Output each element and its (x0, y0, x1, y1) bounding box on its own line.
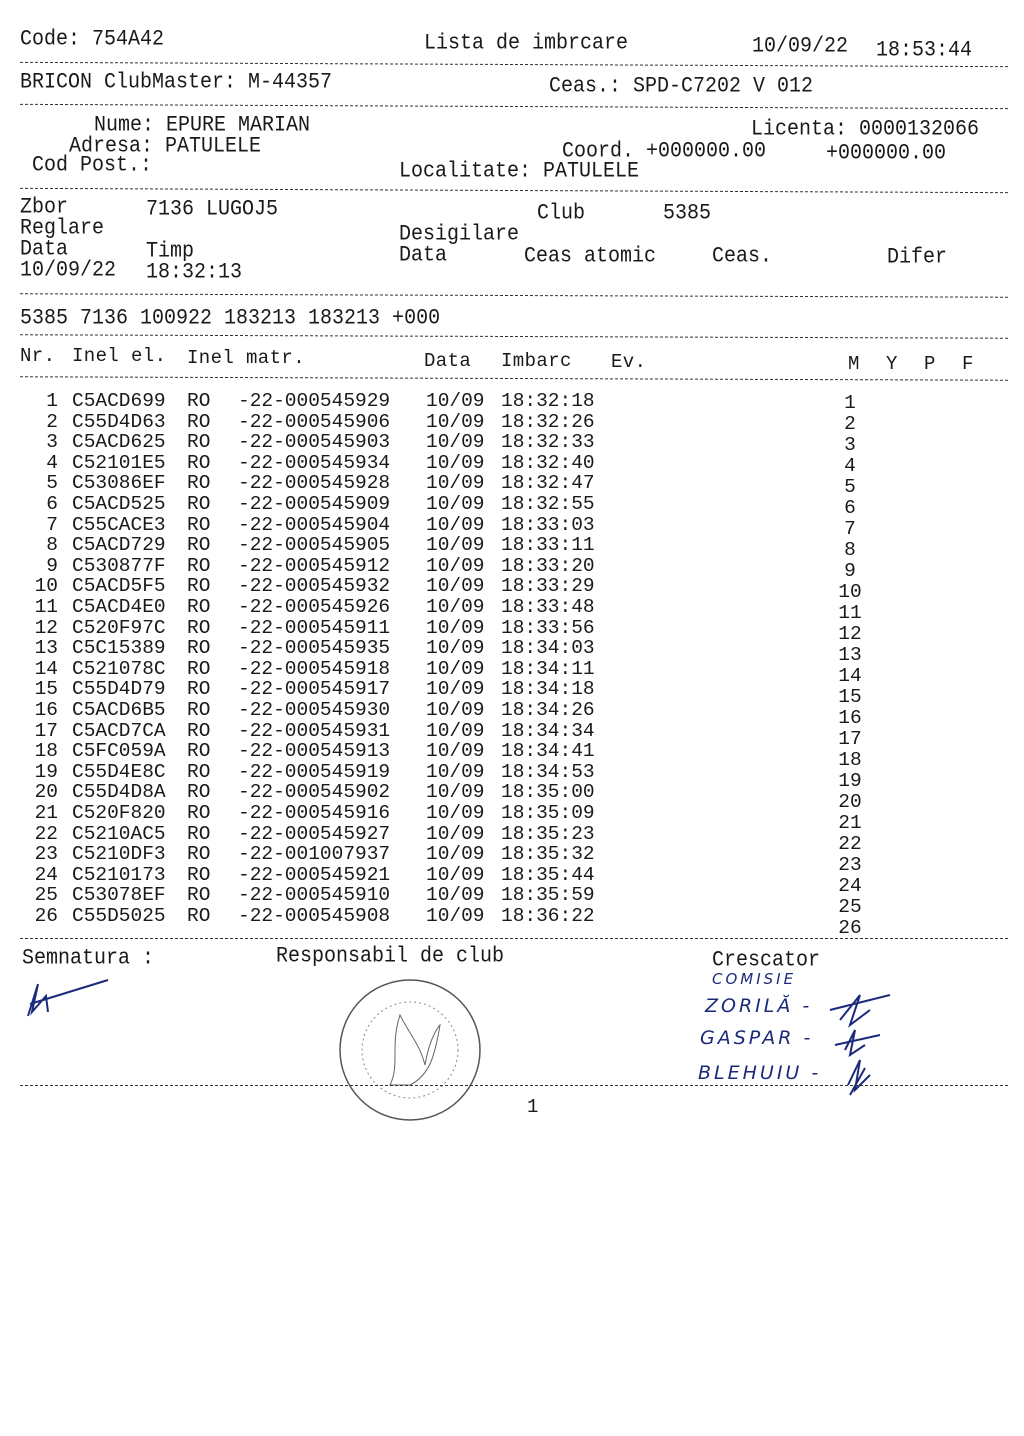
basket-time: 18:32:47 (501, 472, 595, 495)
m-value: 9 (844, 559, 856, 582)
row-number: 23 (34, 843, 58, 866)
m-value: 25 (838, 895, 862, 918)
table-row (0, 493, 1024, 519)
m-value: 5 (844, 475, 856, 498)
handwritten-name-3: BLEHUIU - (698, 1062, 822, 1084)
m-value: 16 (838, 707, 862, 729)
basket-time: 18:35:00 (501, 781, 595, 804)
ring-number: -22-000545908 (238, 905, 391, 927)
country-code: RO (187, 678, 211, 701)
basket-time: 18:34:34 (501, 719, 595, 742)
license: Licenta: 0000132066 (751, 116, 980, 143)
electronic-ring: C5ACD7CA (72, 719, 166, 742)
unseal-date-label: Data (399, 242, 448, 269)
electronic-ring: C530877F (72, 554, 166, 577)
col-ev: Ev. (611, 351, 647, 373)
divider (20, 376, 1008, 380)
country-code: RO (187, 802, 211, 824)
col-inel-matr: Inel matr. (187, 347, 306, 369)
basket-time: 18:35:44 (501, 863, 595, 886)
basket-date: 10/09 (426, 822, 485, 845)
basket-date: 10/09 (426, 781, 485, 804)
m-value: 4 (844, 454, 856, 477)
table-row (0, 719, 1024, 750)
country-code: RO (187, 699, 211, 721)
handwritten-commission: COMISIE (712, 970, 797, 988)
table-row (0, 637, 1024, 666)
basket-time: 18:33:29 (501, 575, 595, 598)
coordinates-2: +000000.00 (826, 140, 947, 167)
basket-time: 18:32:26 (501, 410, 595, 433)
row-number: 18 (34, 740, 58, 763)
country-code: RO (187, 410, 211, 433)
table-row (0, 760, 1024, 792)
table-row (0, 740, 1024, 771)
m-value: 2 (844, 412, 856, 435)
electronic-ring: C5ACD625 (72, 431, 166, 454)
country-code: RO (187, 431, 211, 454)
table-row (0, 451, 1024, 477)
row-number: 10 (34, 575, 58, 598)
m-value: 13 (838, 643, 862, 666)
ring-number: -22-000545928 (238, 472, 391, 495)
row-number: 21 (34, 802, 58, 824)
row-number: 9 (46, 554, 58, 577)
breeder-label: Crescator (712, 947, 821, 974)
electronic-ring: C521078C (72, 657, 166, 680)
ring-number: -22-000545932 (238, 575, 391, 598)
basket-date: 10/09 (426, 760, 485, 783)
ring-number: -22-000545934 (238, 451, 391, 474)
basket-time: 18:36:22 (501, 905, 595, 927)
basket-time: 18:32:33 (501, 431, 595, 454)
country-code: RO (187, 596, 211, 618)
country-code: RO (187, 822, 211, 845)
row-number: 11 (34, 596, 58, 618)
basket-time: 18:35:09 (501, 802, 595, 824)
table-row (0, 616, 1024, 645)
electronic-ring: C53078EF (72, 884, 166, 907)
basket-date: 10/09 (426, 863, 485, 886)
divider (20, 293, 1008, 297)
basket-time: 18:33:11 (501, 534, 595, 557)
m-value: 21 (838, 812, 862, 834)
ring-number: -22-000545927 (238, 822, 391, 845)
basket-date: 10/09 (426, 719, 485, 742)
country-code: RO (187, 719, 211, 742)
basket-date: 10/09 (426, 554, 485, 577)
electronic-ring: C5C15389 (72, 637, 166, 660)
ring-number: -22-000545909 (238, 493, 391, 515)
electronic-ring: C5FC059A (72, 740, 166, 763)
country-code: RO (187, 863, 211, 886)
m-value: 26 (838, 917, 862, 939)
basket-date: 10/09 (426, 802, 485, 824)
row-number: 14 (34, 657, 58, 680)
country-code: RO (187, 390, 211, 412)
col-nr: Nr. (20, 345, 56, 367)
difference-label: Difer (887, 244, 948, 271)
commission-signatures (820, 990, 900, 1100)
ring-number: -22-000545919 (238, 760, 391, 783)
flight-label: Zbor (20, 194, 69, 221)
country-code: RO (187, 472, 211, 495)
ring-number: -22-000545904 (238, 513, 391, 536)
row-number: 15 (34, 678, 58, 701)
row-number: 16 (34, 699, 58, 721)
basket-time: 18:34:03 (501, 637, 595, 660)
basket-date: 10/09 (426, 410, 485, 433)
club-label: Club (537, 200, 586, 227)
basket-time: 18:32:18 (501, 390, 595, 412)
setting-time: 18:32:13 (146, 259, 243, 286)
m-value: 12 (838, 622, 862, 645)
ring-number: -22-000545913 (238, 740, 391, 763)
basket-date: 10/09 (426, 905, 485, 927)
basket-date: 10/09 (426, 431, 485, 454)
ring-number: -22-000545906 (238, 410, 391, 433)
signature-scribble (18, 976, 118, 1021)
club-value: 5385 (663, 200, 712, 227)
table-row (0, 596, 1024, 624)
basket-time: 18:35:23 (501, 822, 595, 845)
basket-date: 10/09 (426, 534, 485, 557)
basket-time: 18:34:11 (501, 657, 595, 680)
col-data: Data (424, 350, 472, 372)
divider (20, 62, 1008, 67)
basket-time: 18:33:03 (501, 513, 595, 536)
handwritten-name-1: ZORILĂ - (705, 995, 813, 1017)
electronic-ring: C55D4D8A (72, 781, 166, 804)
basket-time: 18:33:20 (501, 554, 595, 577)
basket-date: 10/09 (426, 616, 485, 639)
summary-line: 5385 7136 100922 183213 183213 +000 (20, 305, 441, 332)
print-date: 10/09/22 (752, 33, 849, 60)
ring-number: -22-000545905 (238, 534, 391, 557)
country-code: RO (187, 905, 211, 927)
basket-date: 10/09 (426, 493, 485, 515)
ring-number: -22-000545929 (238, 390, 391, 412)
country-code: RO (187, 740, 211, 763)
basket-date: 10/09 (426, 740, 485, 763)
document-title: Lista de imbrcare (424, 30, 629, 57)
basket-date: 10/09 (426, 513, 485, 536)
electronic-ring: C5ACD729 (72, 534, 166, 557)
setting-label: Reglare (20, 215, 105, 242)
ring-number: -22-000545918 (238, 657, 391, 680)
ring-number: -22-000545931 (238, 719, 391, 742)
postal-code: Cod Post.: (32, 152, 153, 179)
electronic-ring: C520F820 (72, 802, 166, 824)
electronic-ring: C55D4D79 (72, 678, 166, 701)
electronic-ring: C5ACD5F5 (72, 575, 166, 598)
coordinates: Coord. +000000.00 (562, 138, 767, 165)
country-code: RO (187, 554, 211, 577)
ring-number: -22-000545935 (238, 637, 391, 660)
table-row (0, 390, 1024, 414)
basket-time: 18:34:53 (501, 760, 595, 783)
date-label: Data (20, 236, 69, 263)
basket-time: 18:33:48 (501, 596, 595, 618)
row-number: 4 (46, 451, 58, 474)
print-time: 18:53:44 (876, 37, 973, 64)
basket-time: 18:33:56 (501, 616, 595, 639)
basket-time: 18:34:26 (501, 699, 595, 721)
row-number: 3 (46, 431, 58, 454)
col-m: M (848, 353, 860, 375)
row-number: 13 (34, 637, 58, 660)
m-value: 1 (844, 392, 856, 414)
electronic-ring: C55D4D63 (72, 410, 166, 433)
table-row (0, 905, 1024, 939)
country-code: RO (187, 493, 211, 515)
m-value: 14 (838, 664, 862, 687)
table-row (0, 554, 1024, 582)
m-value: 8 (844, 538, 856, 561)
country-code: RO (187, 575, 211, 598)
unsealing-label: Desigilare (399, 221, 520, 248)
row-number: 26 (34, 905, 58, 927)
row-number: 12 (34, 616, 58, 639)
divider (20, 188, 1008, 193)
m-value: 15 (838, 685, 862, 708)
clock-label: Ceas. (712, 243, 773, 270)
ring-number: -22-000545910 (238, 884, 391, 907)
m-value: 22 (838, 832, 862, 855)
divider (20, 1085, 1008, 1086)
m-value: 17 (838, 727, 862, 750)
basket-date: 10/09 (426, 657, 485, 680)
electronic-ring: C53086EF (72, 472, 166, 495)
country-code: RO (187, 843, 211, 866)
basket-time: 18:35:59 (501, 884, 595, 907)
basket-time: 18:34:18 (501, 678, 595, 701)
divider (20, 938, 1008, 939)
country-code: RO (187, 451, 211, 474)
electronic-ring: C5ACD4E0 (72, 596, 166, 618)
ring-number: -22-000545911 (238, 616, 391, 639)
ring-number: -22-000545916 (238, 802, 391, 824)
row-number: 7 (46, 513, 58, 536)
table-row (0, 678, 1024, 708)
electronic-ring: C5210DF3 (72, 843, 166, 866)
electronic-ring: C5210173 (72, 863, 166, 886)
country-code: RO (187, 760, 211, 783)
basket-date: 10/09 (426, 637, 485, 660)
electronic-ring: C5210AC5 (72, 822, 166, 845)
table-row (0, 699, 1024, 729)
ring-number: -22-000545930 (238, 699, 391, 721)
country-code: RO (187, 657, 211, 680)
country-code: RO (187, 637, 211, 660)
flight-value: 7136 LUGOJ5 (146, 196, 279, 223)
clock-id: Ceas.: SPD-C7202 V 012 (549, 73, 814, 100)
basket-date: 10/09 (426, 843, 485, 866)
m-value: 11 (838, 602, 862, 624)
m-value: 19 (838, 769, 862, 792)
owner-address: Adresa: PATULELE (69, 133, 262, 160)
m-value: 3 (844, 433, 856, 456)
m-value: 18 (838, 748, 862, 771)
divider (20, 334, 1008, 338)
signature-label: Semnatura : (22, 945, 155, 972)
electronic-ring: C520F97C (72, 616, 166, 639)
basket-time: 18:32:40 (501, 451, 595, 474)
locality: Localitate: PATULELE (399, 158, 640, 185)
col-f: F (962, 353, 974, 375)
m-value: 24 (838, 874, 862, 897)
row-number: 6 (46, 493, 58, 515)
country-code: RO (187, 513, 211, 536)
country-code: RO (187, 781, 211, 804)
country-code: RO (187, 884, 211, 907)
basket-date: 10/09 (426, 596, 485, 618)
row-number: 20 (34, 781, 58, 804)
table-row (0, 657, 1024, 687)
col-imbarc: Imbarc (501, 350, 572, 372)
m-value: 23 (838, 853, 862, 876)
row-number: 22 (34, 822, 58, 845)
row-number: 5 (46, 472, 58, 495)
m-value: 10 (838, 580, 862, 603)
page-number: 1 (527, 1096, 539, 1118)
electronic-ring: C55CACE3 (72, 513, 166, 536)
electronic-ring: C55D5025 (72, 905, 166, 927)
divider (20, 104, 1008, 109)
table-row (0, 431, 1024, 456)
document-code: Code: 754A42 (20, 26, 165, 53)
row-number: 25 (34, 884, 58, 907)
m-value: 20 (838, 790, 862, 813)
basket-date: 10/09 (426, 575, 485, 598)
ring-number: -22-000545903 (238, 431, 391, 454)
m-value: 6 (844, 497, 856, 519)
electronic-ring: C55D4E8C (72, 760, 166, 783)
basket-date: 10/09 (426, 699, 485, 721)
owner-name: Nume: EPURE MARIAN (94, 112, 311, 139)
basket-time: 18:35:32 (501, 843, 595, 866)
basket-date: 10/09 (426, 390, 485, 412)
electronic-ring: C52101E5 (72, 451, 166, 474)
clubmaster-id: BRICON ClubMaster: M-44357 (20, 69, 333, 96)
ring-number: -22-000545917 (238, 678, 391, 701)
col-y: Y (886, 353, 898, 375)
club-responsible-label: Responsabil de club (276, 943, 505, 970)
table-row (0, 534, 1024, 561)
row-number: 19 (34, 760, 58, 783)
row-number: 24 (34, 863, 58, 886)
ring-number: -22-000545912 (238, 554, 391, 577)
handwritten-name-2: GASPAR - (700, 1027, 814, 1049)
col-p: P (924, 353, 936, 375)
ring-number: -22-000545902 (238, 781, 391, 804)
ring-number: -22-000545921 (238, 863, 391, 886)
row-number: 2 (46, 410, 58, 433)
basket-date: 10/09 (426, 451, 485, 474)
club-stamp (330, 975, 490, 1130)
table-row (0, 513, 1024, 540)
setting-date: 10/09/22 (20, 257, 117, 284)
ring-number: -22-001007937 (238, 843, 391, 866)
basket-date: 10/09 (426, 472, 485, 495)
basket-time: 18:32:55 (501, 493, 595, 515)
col-inel-el: Inel el. (72, 345, 167, 367)
electronic-ring: C5ACD525 (72, 493, 166, 515)
basket-date: 10/09 (426, 678, 485, 701)
table-row (0, 472, 1024, 498)
country-code: RO (187, 616, 211, 639)
row-number: 17 (34, 719, 58, 742)
atomic-clock-label: Ceas atomic (524, 243, 657, 270)
row-number: 8 (46, 534, 58, 557)
m-value: 7 (844, 517, 856, 540)
ring-number: -22-000545926 (238, 596, 391, 618)
electronic-ring: C5ACD699 (72, 390, 166, 412)
table-row (0, 410, 1024, 435)
time-label: Timp (146, 238, 195, 265)
basket-date: 10/09 (426, 884, 485, 907)
basket-time: 18:34:41 (501, 740, 595, 763)
row-number: 1 (46, 390, 58, 412)
table-row (0, 575, 1024, 603)
electronic-ring: C5ACD6B5 (72, 699, 166, 721)
country-code: RO (187, 534, 211, 557)
